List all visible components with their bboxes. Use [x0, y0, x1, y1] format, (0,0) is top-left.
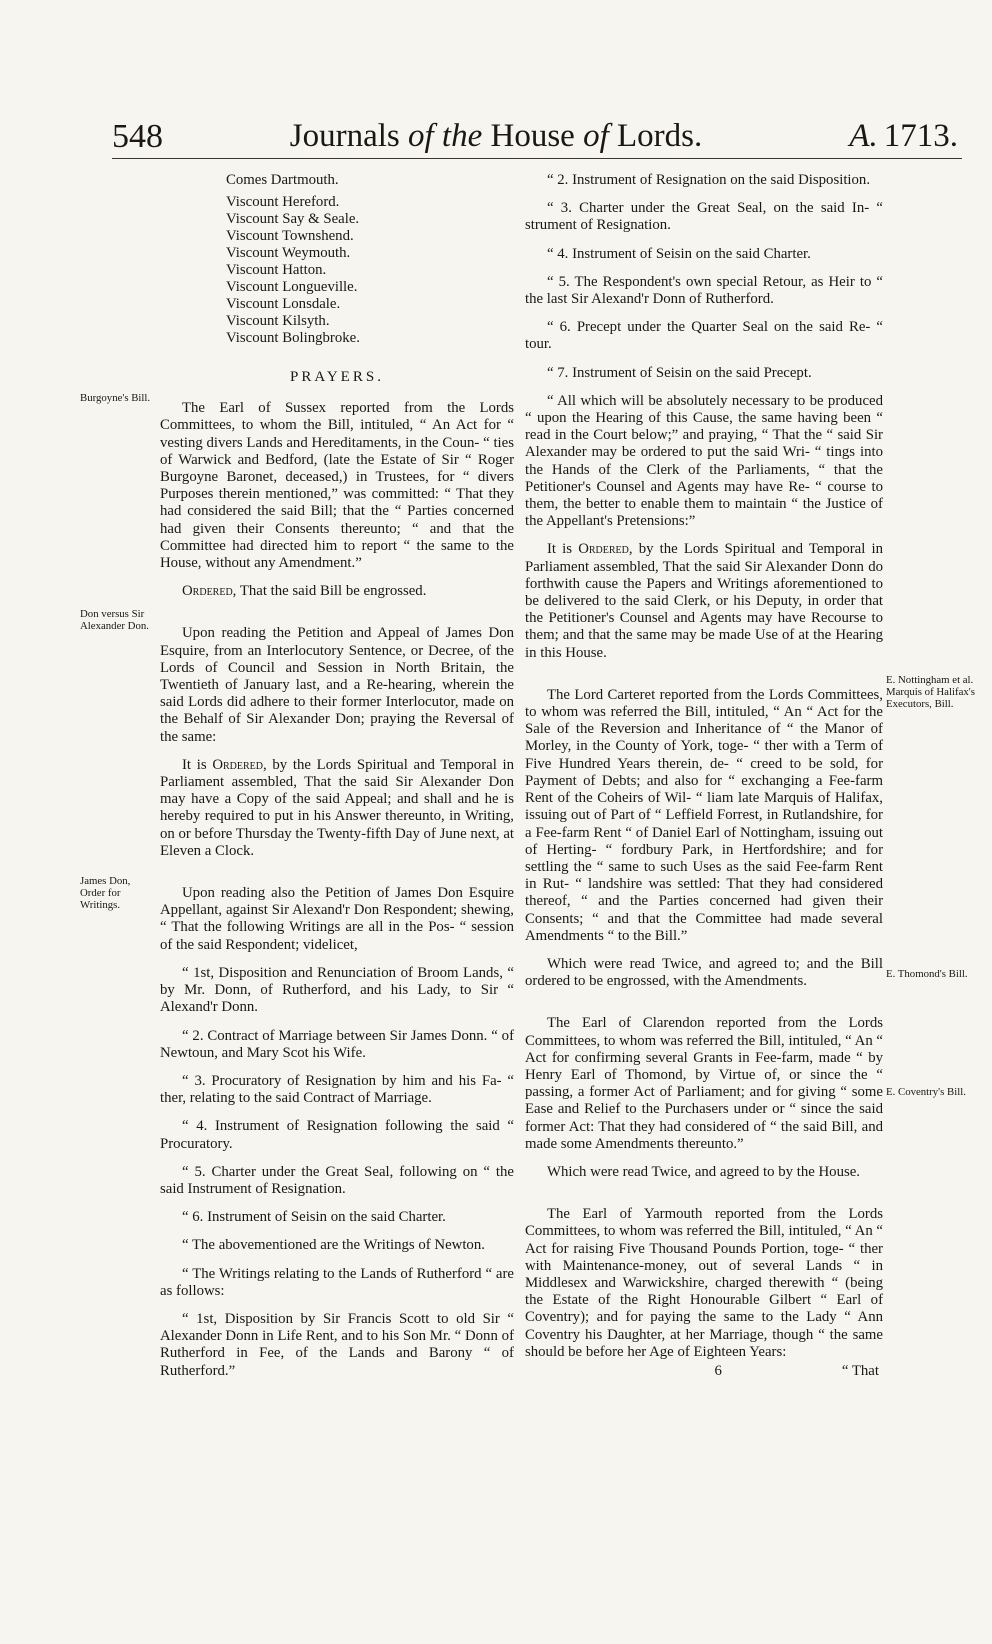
signature-mark: 6 [714, 1362, 722, 1379]
don-order [160, 757, 514, 860]
writing-item: “ 3. Charter under the Great Seal, on the said In- “ strument of Resignation. [525, 200, 883, 234]
margin-note-james-don: James Don, Order for Writings. [80, 875, 131, 911]
ordered-word: Ordered, [578, 541, 633, 558]
catchword: “ That [841, 1362, 879, 1379]
title-word-journals: Journals [289, 118, 400, 154]
burgoyne-report: The Earl of Sussex reported from the Lords Committees, to whom the Bill, intituled, “ An Act for “ vesting divers Lands and Hereditaments, in the Coun- “ ties of Warwick and Bedford, (late the Estate of Sir “ Roger Burgoyne Baronet, deceased,) in Trustees, for “ divers Purposes therein mentioned,” was committed: “ That they had considered the said Bill; that the “ Parties concerned had given their Consents thereunto; “ and that the Committee had directed him to report “ the same to the House, without any Amendment.” [160, 400, 514, 572]
clarendon-report: The Earl of Clarendon reported from the Lords Committees, to whom was referred the Bill, intituled, “ An “ Act for confirming several Grants in Fee-farm, made “ by Henry Earl of Thomond, by Virtue of, or since the “ passing, a former Act of Parliament; and for giving “ some Ease and Relief to the Purchasers under or “ since the said former Act: That they had considered of “ the said Bill, and made some Amendments thereunto.” [525, 1015, 883, 1152]
writing-item: “ 1st, Disposition and Renunciation of Broom Lands, “ by Mr. Donn, of Rutherford, and his Lady, to Sir “ Alexand'r Donn. [160, 964, 514, 1016]
page-footer [525, 1363, 883, 1380]
peer-name: Viscount Lonsdale. [226, 296, 341, 312]
year-value: 1713. [883, 118, 958, 154]
writing-item: “ The Writings relating to the Lands of Rutherford “ are as follows: [160, 1265, 514, 1299]
james-petition: Upon reading also the Petition of James Don Esquire Appellant, against Sir Alexand'r Don Respondent; shewing, “ That the following Writings are all in the Pos- “ session of the said Respondent; videlicet, [160, 885, 514, 953]
all-which-paragraph: “ All which will be absolutely necessary to be produced “ upon the Hearing of this Cause, the same having been “ read in the Court below;” and praying, “ That the “ said Sir Alexander may be ordered to put the said Wri- “ tings into the Hands of the Clerk of the Parliaments, “ that the Petitioner's Counsel and Agents may have Re- “ course to them, the better to enable them to maintain “ the Justice of the Appellant's Pretensions:” [525, 392, 883, 530]
page-number: 548 [112, 118, 163, 155]
title-word-house: House [490, 118, 575, 154]
burgoyne-order [160, 583, 514, 600]
margin-note-nottingham: E. Nottingham et al. Marquis of Halifax's Executors, Bill. [886, 674, 975, 710]
peer-name: Viscount Weymouth. [226, 245, 351, 261]
title-word-of-2: of [583, 118, 609, 154]
peer-list [160, 172, 514, 347]
margin-note-coventry: E. Coventry's Bill. [886, 1086, 966, 1098]
page-header [0, 118, 992, 168]
peer-name: Viscount Kilsyth. [226, 313, 330, 329]
writing-item: “ 7. Instrument of Seisin on the said Precept. [547, 364, 812, 381]
title-word-the: the [441, 118, 483, 154]
writing-item: “ 4. Instrument of Seisin on the said Charter. [547, 245, 811, 262]
peer-name: Viscount Say & Seale. [226, 211, 360, 227]
writing-item: “ 6. Instrument of Seisin on the said Charter. [182, 1209, 446, 1226]
order-prefix: It is [547, 541, 573, 558]
prayers-heading: PRAYERS. [290, 369, 384, 385]
header-rule [112, 158, 962, 159]
order-prefix: It is [182, 756, 207, 773]
peer-comes: Comes Dartmouth. [226, 172, 339, 188]
title-word-of: of [408, 118, 434, 154]
margin-note-burgoyne: Burgoyne's Bill. [80, 392, 151, 404]
writing-item: “ The abovementioned are the Writings of Newton. [182, 1237, 485, 1254]
ordered-word: Ordered, [182, 583, 237, 600]
order-text: by the Lords Spiritual and Temporal in Parliament assembled, That the said Sir Alexander Don may have a Copy of the said Appeal; and shall and he is hereby required to put in his Answer thereunto, in Writing, on or before Thursday the Twenty-fifth Day of June next, at Eleven a Clock. [160, 756, 515, 859]
margin-note-don-versus: Don versus Sir Alexander Don. [80, 608, 149, 632]
left-column [160, 172, 514, 1391]
peer-name: Viscount Hereford. [226, 194, 340, 210]
writing-item: “ 6. Precept under the Quarter Seal on the said Re- “ tour. [525, 319, 883, 353]
order-text: by the Lords Spiritual and Temporal in Parliament assembled, That the said Sir Alexander Donn do forthwith cause the Papers and Writings aforementioned to be delivered to the said Clerk, or his Deputy, in order that the Petitioner's Counsel and Agents may have Recourse to them; and that the same may be made Use of at the Hearing in this House. [525, 541, 883, 661]
writing-item: “ 5. Charter under the Great Seal, following on “ the said Instrument of Resignation. [160, 1163, 514, 1197]
ordered-text: That the said Bill be engrossed. [239, 583, 427, 600]
year-prefix: A. [849, 118, 878, 154]
writings-order [525, 541, 883, 661]
peer-name: Viscount Longueville. [226, 279, 358, 295]
yarmouth-report: The Earl of Yarmouth reported from the Lords Committees, to whom was referred the Bill, intituled, “ An “ Act for raising Five Thousand Pounds Portion, toge- “ ther with Maintenance-money, out of several Lands “ in Middlesex and Warwickshire, charged therewith “ (being the Estate of the Right Honourable Gilbert “ Earl of Coventry); and for paying the same to the Lady “ Ann Coventry his Daughter, at her Marriage, though “ the same should be before her Age of Eighteen Years: [525, 1206, 883, 1360]
peer-name: Viscount Hatton. [226, 262, 327, 278]
page-year [849, 118, 958, 155]
carteret-report: The Lord Carteret reported from the Lords Committees, to whom was referred the Bill, intituled, “ An “ Act for the Sale of the Reversion and Inheritance of “ the Manor of Morley, in the County of York, toge- “ ther with a Term of Five Hundred Years therein, de- “ creed to be sold, for Payment of Debts; and also for “ exchanging a Fee-farm Rent of the Coheirs of Wil- “ liam late Marquis of Halifax, issuing out of Part of “ Leffield Forrest, in Rutlandshire, for a Fee-farm Rent “ of Daniel Earl of Nottingham, issuing out of Herting- “ fordbury Park, in Hertfordshire; and for settling the “ same to such Uses as the said Fee-farm Rent in Rut- “ landshire was settled: That they had considered thereof, “ and the Parties concerned had given their Consents; “ and that the Committee had made several Amendments “ to the Bill.” [525, 686, 883, 944]
journal-title [0, 118, 992, 155]
writing-item: “ 1st, Disposition by Sir Francis Scott to old Sir “ Alexander Donn in Life Rent, and to his Son Mr. “ Donn of Rutherford in Fee, of the Lands and Barony “ of Rutherford.” [160, 1310, 514, 1379]
carteret-result: Which were read Twice, and agreed to; and the Bill ordered to be engrossed, with the Amendments. [525, 955, 883, 990]
don-petition: Upon reading the Petition and Appeal of James Don Esquire, from an Interlocutory Sentence, or Decree, of the Lords of Council and Session in North Britain, the Twentieth of January last, and a Re-hearing, wherein the said Lords did adhere to their former Interlocutor, made on the Behalf of Sir Alexander Don; praying the Reversal of the same: [160, 625, 514, 745]
right-column [525, 172, 883, 1380]
clarendon-result: Which were read Twice, and agreed to by the House. [547, 1163, 860, 1180]
peer-name: Viscount Townshend. [226, 228, 354, 244]
title-word-lords: Lords. [617, 118, 703, 154]
peer-name: Viscount Bolingbroke. [226, 330, 360, 346]
margin-note-thomond: E. Thomond's Bill. [886, 968, 968, 980]
writing-item: “ 2. Instrument of Resignation on the said Disposition. [547, 172, 871, 188]
ordered-word: Ordered, [212, 756, 267, 773]
writing-item: “ 4. Instrument of Resignation following the said “ Procuratory. [160, 1118, 514, 1152]
writing-item: “ 5. The Respondent's own special Retour, as Heir to “ the last Sir Alexand'r Donn of Rutherford. [525, 273, 883, 308]
writing-item: “ 2. Contract of Marriage between Sir James Donn. “ of Newtoun, and Mary Scot his Wife. [160, 1027, 514, 1061]
writing-item: “ 3. Procuratory of Resignation by him and his Fa- “ ther, relating to the said Contract of Marriage. [160, 1072, 514, 1107]
